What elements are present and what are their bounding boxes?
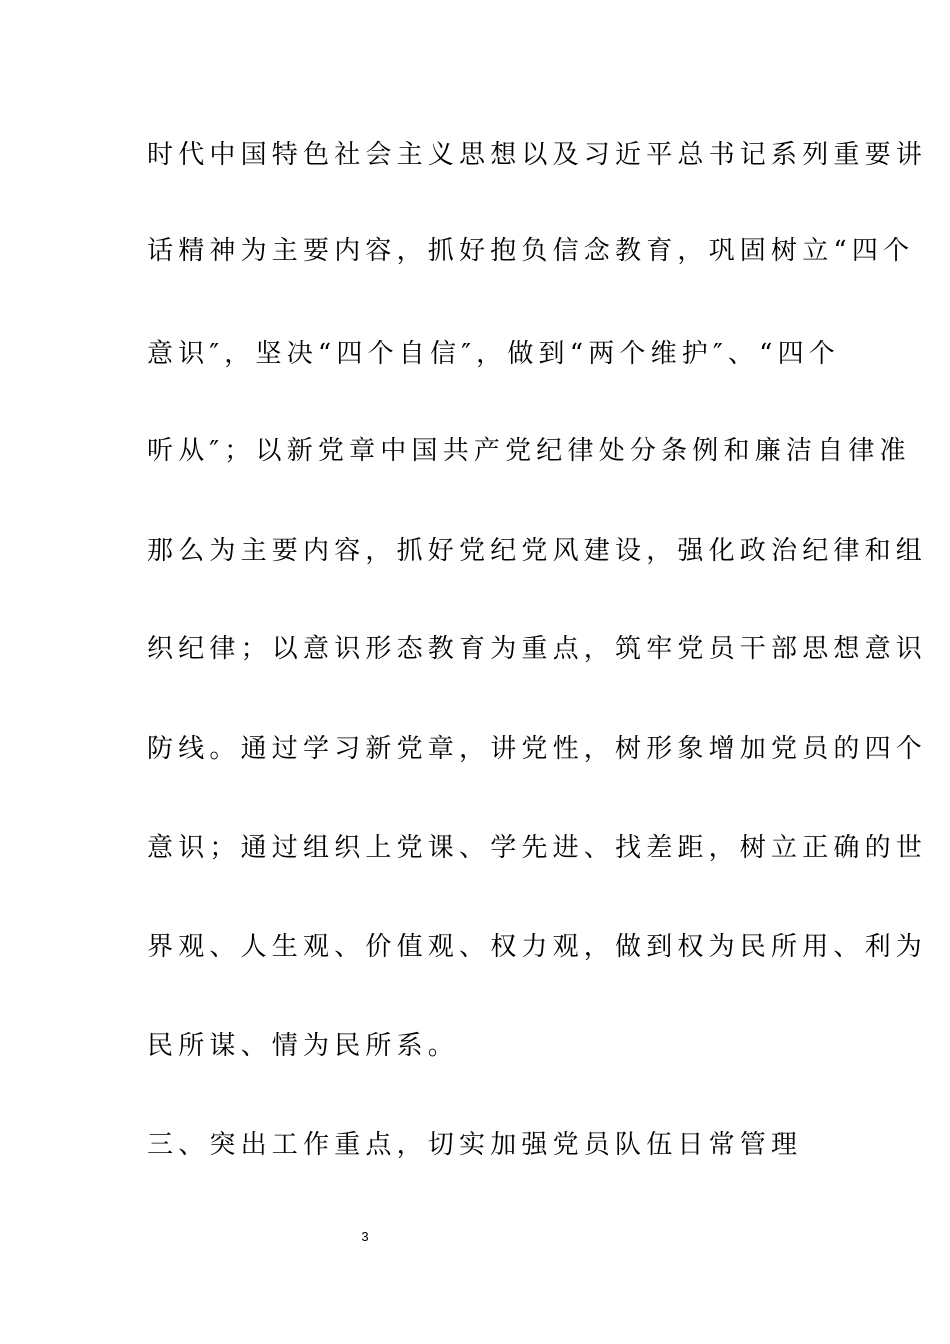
body-text-line-1: 时代中国特色社会主义思想以及习近平总书记系列重要讲 [147, 140, 928, 170]
body-text-line-7: 防线。通过学习新党章，讲党性，树形象增加党员的四个 [147, 734, 928, 764]
section-heading: 三、突出工作重点，切实加强党员队伍日常管理 [147, 1130, 803, 1160]
page-number: 3 [361, 1229, 369, 1244]
body-text-line-5: 那么为主要内容，抓好党纪党风建设，强化政治纪律和组 [147, 536, 928, 566]
body-text-line-4: 听从″；以新党章中国共产党纪律处分条例和廉洁自律准 [147, 436, 911, 466]
body-text-line-9: 界观、人生观、价值观、权力观，做到权为民所用、利为 [147, 932, 928, 962]
body-text-line-8: 意识；通过组织上党课、学先进、找差距，树立正确的世 [147, 833, 928, 863]
body-text-line-10: 民所谋、情为民所系。 [147, 1031, 460, 1061]
body-text-line-6: 织纪律；以意识形态教育为重点，筑牢党员干部思想意识 [147, 634, 928, 664]
body-text-line-3: 意识″，坚决“四个自信″，做到“两个维护″、“四个 [147, 339, 841, 369]
body-text-line-2: 话精神为主要内容，抓好抱负信念教育，巩固树立“四个 [147, 236, 915, 266]
